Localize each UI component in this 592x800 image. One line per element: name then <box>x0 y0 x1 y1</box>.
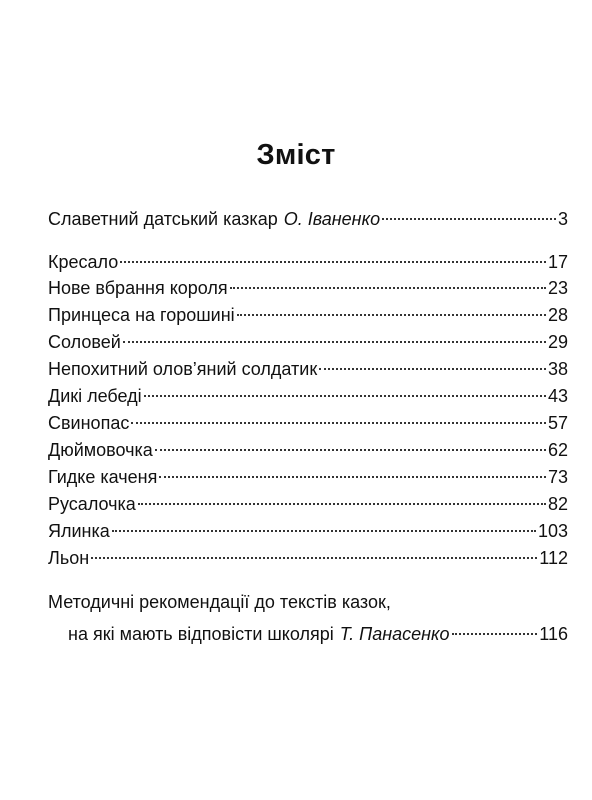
toc-entry <box>48 324 568 352</box>
dot-leader <box>91 540 537 564</box>
toc-entry <box>48 244 568 272</box>
toc-entry-page: 116 <box>539 624 568 644</box>
toc-entry-title: Непохитний олов’яний солдатик <box>48 359 318 379</box>
toc-entry-page: 38 <box>547 359 568 379</box>
toc-entry-page: 29 <box>547 332 568 352</box>
toc-entry <box>48 351 568 379</box>
toc-entry-author: Т. Панасенко <box>339 624 450 644</box>
dot-leader <box>237 297 546 321</box>
toc-entry-page: 23 <box>547 278 568 298</box>
toc-entry-page: 62 <box>547 440 568 460</box>
toc-entry-page: 57 <box>547 413 568 433</box>
toc-entry-title: Русалочка <box>48 494 136 514</box>
toc-entry <box>48 459 568 487</box>
toc-entry-title: Ялинка <box>48 521 110 541</box>
dot-leader <box>382 201 556 225</box>
dot-leader <box>123 324 546 348</box>
toc-entry-title: Гидке каченя <box>48 467 158 487</box>
toc-entry-title: Принцеса на горошині <box>48 305 235 325</box>
toc-entry-title: Соловей <box>48 332 121 352</box>
page-title: Зміст <box>256 139 336 171</box>
toc-entry-title: Дюймовочка <box>48 440 153 460</box>
toc-entry <box>48 270 568 298</box>
toc-entry <box>48 540 568 568</box>
toc-entry-page: 73 <box>547 467 568 487</box>
dot-leader <box>159 459 546 483</box>
toc-entry-author: О. Іваненко <box>283 209 381 229</box>
toc-entry-page: 3 <box>557 209 568 229</box>
toc-entry <box>48 513 568 541</box>
toc-entry-page: 82 <box>547 494 568 514</box>
toc-entry-title: Славетний датський казкар <box>48 209 278 229</box>
toc-entry <box>48 297 568 325</box>
dot-leader <box>230 270 546 294</box>
dot-leader <box>131 405 546 429</box>
toc-entry-page: 43 <box>547 386 568 406</box>
toc-entry-intro <box>48 201 568 229</box>
dot-leader <box>138 486 546 510</box>
toc-entry-title: Свинопас <box>48 413 130 433</box>
toc-entry-title: Льон <box>48 548 90 568</box>
dot-leader <box>319 351 546 375</box>
toc-entry-page: 103 <box>537 521 568 541</box>
toc-entry-methodical <box>68 616 568 644</box>
toc-entry-page: 112 <box>539 548 568 568</box>
toc-entry-title: Кресало <box>48 252 119 272</box>
dot-leader <box>120 244 546 268</box>
dot-leader <box>144 378 546 402</box>
toc-entry-title: Дикі лебеді <box>48 386 142 406</box>
toc-entry-page: 28 <box>547 305 568 325</box>
toc-entry <box>48 405 568 433</box>
toc-entry-title: на які мають відповісти школярі <box>68 624 334 644</box>
toc-entry <box>48 486 568 514</box>
toc-entry <box>48 432 568 460</box>
toc-entry <box>48 378 568 406</box>
toc-entry-methodical-line1: Методичні рекомендації до текстів казок, <box>48 592 391 612</box>
dot-leader <box>112 513 536 537</box>
toc-entry-page: 17 <box>547 252 568 272</box>
dot-leader <box>452 616 538 640</box>
toc-entry-title: Нове вбрання короля <box>48 278 228 298</box>
dot-leader <box>155 432 546 456</box>
